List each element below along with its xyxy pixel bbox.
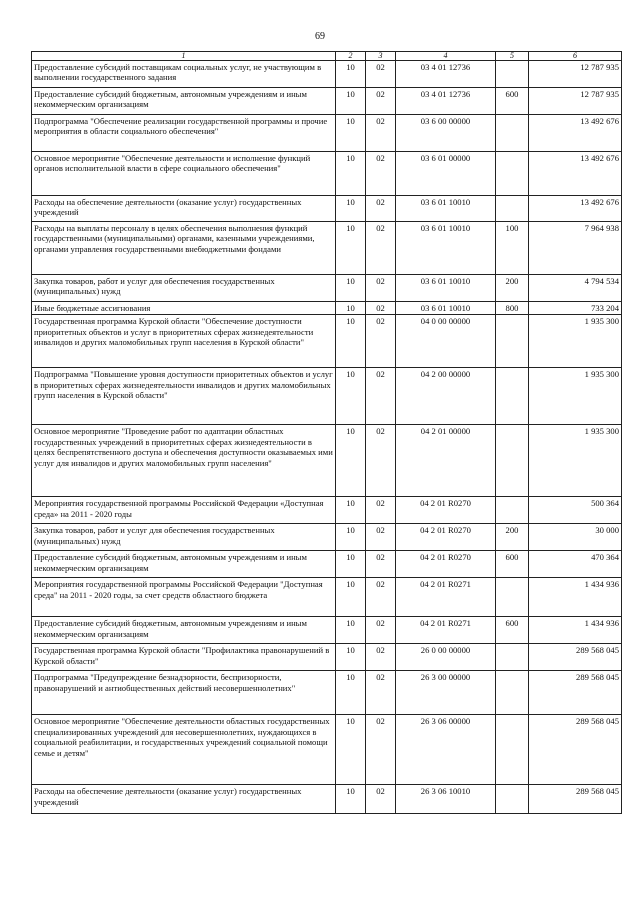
table-body xyxy=(32,61,622,814)
row-target-article-cell: 04 2 01 R0270 xyxy=(396,497,496,524)
row-expense-type-cell: 200 xyxy=(496,524,529,551)
row-section-cell: 10 xyxy=(336,275,366,302)
row-section-cell: 10 xyxy=(336,302,366,315)
row-subsection-cell: 02 xyxy=(366,368,396,425)
table-row xyxy=(32,115,622,152)
row-name-cell: Расходы на обеспечение деятельности (оказание услуг) государственных учреждений xyxy=(32,196,336,222)
row-section-cell: 10 xyxy=(336,497,366,524)
row-section-cell: 10 xyxy=(336,425,366,497)
row-expense-type-cell xyxy=(496,425,529,497)
row-subsection-cell: 02 xyxy=(366,425,396,497)
row-amount-cell: 1 935 300 xyxy=(529,425,622,497)
row-target-article-cell: 03 4 01 12736 xyxy=(396,88,496,115)
row-amount-cell: 1 935 300 xyxy=(529,315,622,368)
table-row xyxy=(32,644,622,671)
row-section-cell: 10 xyxy=(336,368,366,425)
table-row xyxy=(32,524,622,551)
row-subsection-cell: 02 xyxy=(366,617,396,644)
row-amount-cell: 30 000 xyxy=(529,524,622,551)
row-section-cell: 10 xyxy=(336,524,366,551)
row-section-cell: 10 xyxy=(336,715,366,785)
row-target-article-cell: 26 3 06 00000 xyxy=(396,715,496,785)
row-subsection-cell: 02 xyxy=(366,644,396,671)
row-expense-type-cell xyxy=(496,578,529,617)
row-name-cell: Подпрограмма "Предупреждение безнадзорности, беспризорности, правонарушений и антиобщественных действий несовершеннолетних" xyxy=(32,671,336,715)
row-expense-type-cell: 100 xyxy=(496,222,529,275)
row-name-cell: Основное мероприятие "Проведение работ по адаптации областных государственных учреждений в приоритетных сферах жизнедеятельности в целях беспрепятственного доступа и обеспечения доступности оказываемых ими услуг для инвалидов и других маломобильных групп населения" xyxy=(32,425,336,497)
budget-table xyxy=(31,51,622,814)
row-expense-type-cell xyxy=(496,671,529,715)
table-row xyxy=(32,315,622,368)
row-name-cell: Государственная программа Курской области "Обеспечение доступности приоритетных объектов и услуг в приоритетных сферах жизнедеятельности инвалидов и других маломобильных групп населения в Курской области" xyxy=(32,315,336,368)
column-number-amount: 6 xyxy=(529,52,622,61)
row-section-cell: 10 xyxy=(336,61,366,88)
row-subsection-cell: 02 xyxy=(366,61,396,88)
row-amount-cell: 12 787 935 xyxy=(529,61,622,88)
row-expense-type-cell: 600 xyxy=(496,617,529,644)
row-section-cell: 10 xyxy=(336,222,366,275)
row-target-article-cell: 26 3 00 00000 xyxy=(396,671,496,715)
row-target-article-cell: 04 2 00 00000 xyxy=(396,368,496,425)
row-target-article-cell: 04 2 01 R0270 xyxy=(396,524,496,551)
row-name-cell: Закупка товаров, работ и услуг для обеспечения государственных (муниципальных) нужд xyxy=(32,524,336,551)
row-subsection-cell: 02 xyxy=(366,115,396,152)
row-subsection-cell: 02 xyxy=(366,551,396,578)
table-row xyxy=(32,715,622,785)
row-name-cell: Закупка товаров, работ и услуг для обеспечения государственных (муниципальных) нужд xyxy=(32,275,336,302)
row-amount-cell: 470 364 xyxy=(529,551,622,578)
row-expense-type-cell: 600 xyxy=(496,88,529,115)
row-amount-cell: 1 434 936 xyxy=(529,578,622,617)
row-name-cell: Мероприятия государственной программы Российской Федерации «Доступная среда» на 2011 - 2020 годы xyxy=(32,497,336,524)
row-expense-type-cell xyxy=(496,115,529,152)
row-amount-cell: 500 364 xyxy=(529,497,622,524)
row-amount-cell: 12 787 935 xyxy=(529,88,622,115)
row-amount-cell: 4 794 534 xyxy=(529,275,622,302)
row-amount-cell: 13 492 676 xyxy=(529,196,622,222)
row-target-article-cell: 26 3 06 10010 xyxy=(396,785,496,814)
column-number-row xyxy=(32,52,622,61)
row-expense-type-cell xyxy=(496,152,529,196)
table-row xyxy=(32,551,622,578)
column-number-expense-type: 5 xyxy=(496,52,529,61)
row-section-cell: 10 xyxy=(336,644,366,671)
table-row xyxy=(32,617,622,644)
row-expense-type-cell: 600 xyxy=(496,551,529,578)
row-name-cell: Расходы на выплаты персоналу в целях обеспечения выполнения функций государственными (муниципальными) органами, казенными учреждениями, органами управления государственными внебюджетными фондами xyxy=(32,222,336,275)
row-target-article-cell: 04 2 01 00000 xyxy=(396,425,496,497)
row-name-cell: Государственная программа Курской области "Профилактика правонарушений в Курской области" xyxy=(32,644,336,671)
table-row xyxy=(32,152,622,196)
row-amount-cell: 289 568 045 xyxy=(529,644,622,671)
table-row xyxy=(32,88,622,115)
table-row xyxy=(32,61,622,88)
column-number-subsection: 3 xyxy=(366,52,396,61)
row-target-article-cell: 26 0 00 00000 xyxy=(396,644,496,671)
row-amount-cell: 289 568 045 xyxy=(529,715,622,785)
row-section-cell: 10 xyxy=(336,551,366,578)
row-target-article-cell: 03 4 01 12736 xyxy=(396,61,496,88)
table-row xyxy=(32,275,622,302)
row-subsection-cell: 02 xyxy=(366,275,396,302)
row-name-cell: Подпрограмма "Обеспечение реализации государственной программы и прочие мероприятия в области социального обеспечения" xyxy=(32,115,336,152)
table-row xyxy=(32,196,622,222)
row-amount-cell: 1 935 300 xyxy=(529,368,622,425)
row-subsection-cell: 02 xyxy=(366,715,396,785)
row-section-cell: 10 xyxy=(336,315,366,368)
row-target-article-cell: 04 2 01 R0270 xyxy=(396,551,496,578)
row-name-cell: Мероприятия государственной программы Российской Федерации "Доступная среда" на 2011 - 2020 годы, за счет средств областного бюджета xyxy=(32,578,336,617)
row-section-cell: 10 xyxy=(336,88,366,115)
row-target-article-cell: 03 6 01 10010 xyxy=(396,302,496,315)
row-expense-type-cell xyxy=(496,497,529,524)
row-target-article-cell: 03 6 01 10010 xyxy=(396,196,496,222)
row-section-cell: 10 xyxy=(336,671,366,715)
row-expense-type-cell xyxy=(496,196,529,222)
row-name-cell: Основное мероприятие "Обеспечение деятельности областных государственных специализированных учреждений для несовершеннолетних, нуждающихся в социальной реабилитации, и государственных учреждений социальной помощи семье и детям" xyxy=(32,715,336,785)
row-expense-type-cell xyxy=(496,61,529,88)
table-row xyxy=(32,497,622,524)
page-number: 69 xyxy=(315,31,325,42)
row-name-cell: Основное мероприятие "Обеспечение деятельности и исполнение функций органов исполнительной власти в сфере социального обеспечения" xyxy=(32,152,336,196)
row-name-cell: Предоставление субсидий бюджетным, автономным учреждениям и иным некоммерческим организациям xyxy=(32,617,336,644)
row-amount-cell: 289 568 045 xyxy=(529,671,622,715)
table-row xyxy=(32,578,622,617)
row-section-cell: 10 xyxy=(336,152,366,196)
row-expense-type-cell xyxy=(496,368,529,425)
row-target-article-cell: 03 6 01 10010 xyxy=(396,222,496,275)
column-number-target-article: 4 xyxy=(396,52,496,61)
row-name-cell: Иные бюджетные ассигнования xyxy=(32,302,336,315)
row-expense-type-cell xyxy=(496,315,529,368)
table-row xyxy=(32,671,622,715)
row-section-cell: 10 xyxy=(336,578,366,617)
row-section-cell: 10 xyxy=(336,785,366,814)
column-number-section: 2 xyxy=(336,52,366,61)
row-target-article-cell: 03 6 01 10010 xyxy=(396,275,496,302)
row-target-article-cell: 04 2 01 R0271 xyxy=(396,578,496,617)
column-number-name: 1 xyxy=(32,52,336,61)
row-amount-cell: 1 434 936 xyxy=(529,617,622,644)
row-subsection-cell: 02 xyxy=(366,152,396,196)
row-section-cell: 10 xyxy=(336,196,366,222)
row-subsection-cell: 02 xyxy=(366,524,396,551)
row-name-cell: Предоставление субсидий поставщикам социальных услуг, не участвующим в выполнении государственного задания xyxy=(32,61,336,88)
table-row xyxy=(32,302,622,315)
row-expense-type-cell xyxy=(496,785,529,814)
row-expense-type-cell: 800 xyxy=(496,302,529,315)
row-subsection-cell: 02 xyxy=(366,785,396,814)
row-subsection-cell: 02 xyxy=(366,671,396,715)
row-name-cell: Предоставление субсидий бюджетным, автономным учреждениям и иным некоммерческим организациям xyxy=(32,551,336,578)
row-section-cell: 10 xyxy=(336,617,366,644)
row-name-cell: Расходы на обеспечение деятельности (оказание услуг) государственных учреждений xyxy=(32,785,336,814)
row-name-cell: Подпрограмма "Повышение уровня доступности приоритетных объектов и услуг в приоритетных сферах жизнедеятельности инвалидов и других маломобильных групп населения в Курской области" xyxy=(32,368,336,425)
row-subsection-cell: 02 xyxy=(366,315,396,368)
row-target-article-cell: 04 0 00 00000 xyxy=(396,315,496,368)
row-name-cell: Предоставление субсидий бюджетным, автономным учреждениям и иным некоммерческим организациям xyxy=(32,88,336,115)
row-subsection-cell: 02 xyxy=(366,88,396,115)
row-expense-type-cell xyxy=(496,715,529,785)
row-amount-cell: 7 964 938 xyxy=(529,222,622,275)
row-subsection-cell: 02 xyxy=(366,222,396,275)
row-expense-type-cell: 200 xyxy=(496,275,529,302)
row-target-article-cell: 03 6 00 00000 xyxy=(396,115,496,152)
table-row xyxy=(32,368,622,425)
row-amount-cell: 13 492 676 xyxy=(529,115,622,152)
row-section-cell: 10 xyxy=(336,115,366,152)
row-expense-type-cell xyxy=(496,644,529,671)
row-subsection-cell: 02 xyxy=(366,196,396,222)
row-amount-cell: 733 204 xyxy=(529,302,622,315)
row-target-article-cell: 04 2 01 R0271 xyxy=(396,617,496,644)
row-subsection-cell: 02 xyxy=(366,497,396,524)
table-row xyxy=(32,425,622,497)
row-subsection-cell: 02 xyxy=(366,302,396,315)
row-target-article-cell: 03 6 01 00000 xyxy=(396,152,496,196)
row-subsection-cell: 02 xyxy=(366,578,396,617)
table-row xyxy=(32,222,622,275)
row-amount-cell: 289 568 045 xyxy=(529,785,622,814)
table-row xyxy=(32,785,622,814)
row-amount-cell: 13 492 676 xyxy=(529,152,622,196)
